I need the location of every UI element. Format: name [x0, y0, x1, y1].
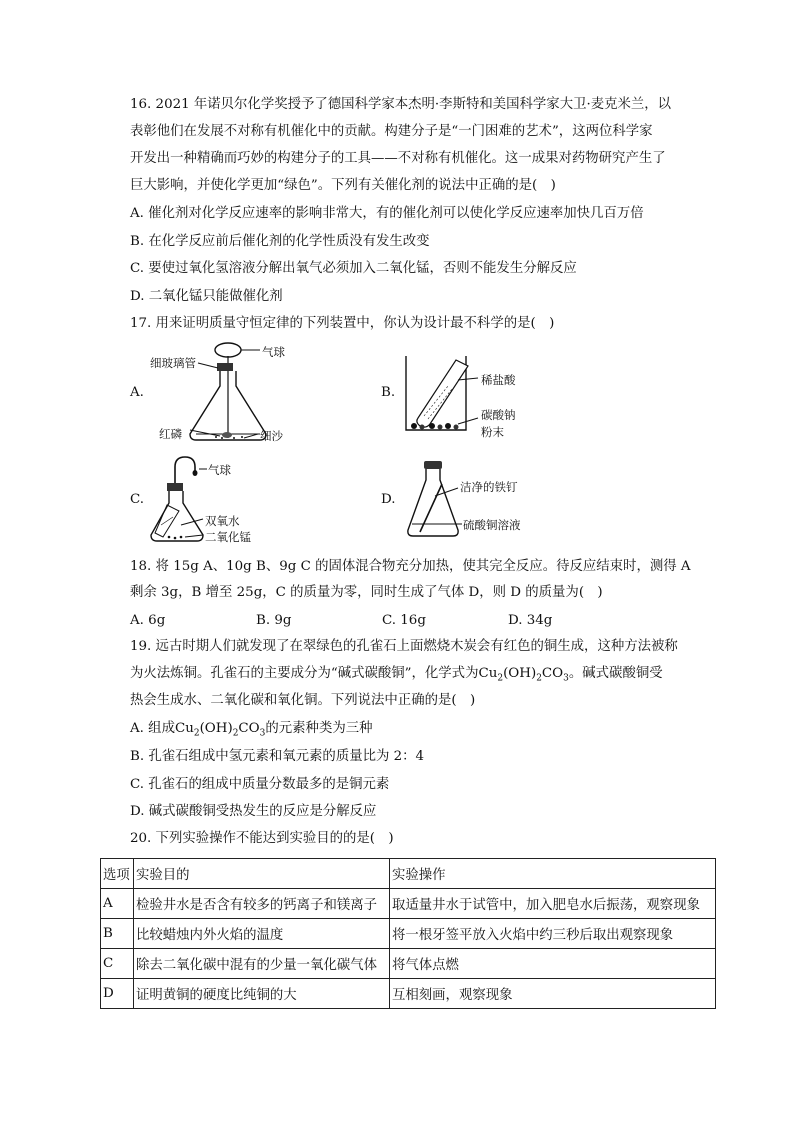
q17-option-b-label: B. — [381, 385, 396, 400]
q17-figure-b-beaker — [400, 352, 480, 434]
q18-option-d: D. 34g — [508, 613, 553, 628]
q19-option-a-formula: $Cu_2(OH)_2CO_3$ — [174, 721, 266, 739]
row-purpose: 除去二氧化碳中混有的少量一氧化碳气体 — [134, 949, 390, 979]
fig-d-label-nail: 洁净的铁钉 — [460, 480, 518, 494]
q16-stem-line-4: 巨大影响，并使化学更加“绿色”。下列有关催化剂的说法中正确的是( ) — [130, 178, 556, 193]
q19-option-b: B. 孔雀石组成中氢元素和氧元素的质量比为 2：4 — [130, 749, 425, 764]
fig-a-label-phosphorus: 红磷 — [159, 427, 182, 441]
q16-stem-line-3: 开发出一种精确而巧妙的构建分子的工具——不对称有机催化。这一成果对药物研究产生了 — [130, 151, 666, 166]
fig-b-label-acid: 稀盐酸 — [481, 373, 516, 387]
q19-stem-line-2 — [130, 664, 663, 689]
q18-option-c: C. 16g — [382, 613, 426, 628]
q17-stem: 17. 用来证明质量守恒定律的下列装置中，你认为设计最不科学的是( ) — [130, 316, 555, 331]
row-purpose: 检验井水是否含有较多的钙离子和镁离子 — [134, 889, 390, 919]
header-option: 选项 — [101, 859, 134, 889]
row-operation: 将气体点燃 — [390, 949, 716, 979]
row-purpose: 比较蜡烛内外火焰的温度 — [134, 919, 390, 949]
q19-option-d: D. 碱式碳酸铜受热发生的反应是分解反应 — [130, 804, 377, 819]
q20-stem: 20. 下列实验操作不能达到实验目的的是( ) — [130, 831, 394, 846]
fig-b-label-powder-1: 碳酸钠 — [481, 408, 516, 422]
q18-option-b: B. 9g — [256, 613, 292, 628]
row-option: C — [101, 949, 134, 979]
q16-option-c: C. 要使过氧化氢溶液分解出氧气必须加入二氧化锰，否则不能发生分解反应 — [130, 261, 577, 276]
table-row — [101, 919, 716, 949]
q17-option-a-label: A. — [130, 385, 144, 400]
fig-b-label-powder-2: 粉末 — [481, 425, 504, 439]
header-operation: 实验操作 — [390, 859, 716, 889]
table-row — [101, 979, 716, 1009]
q19-option-a-text-b: 的元素种类为三种 — [265, 721, 373, 736]
fig-a-label-tube: 细玻璃管 — [150, 356, 196, 370]
q19-stem-line-1: 19. 远古时期人们就发现了在翠绿色的孔雀石上面燃烧木炭会有红色的铜生成，这种方法被称 — [130, 639, 678, 654]
q18-stem-line-1: 18. 将 15g A、10g B、9g C 的固体混合物充分加热，使其完全反应。待反应结束时，测得 A — [130, 559, 691, 574]
q19-option-a-text-a: A. 组成 — [130, 721, 175, 736]
q16-option-d: D. 二氧化锰只能做催化剂 — [130, 289, 283, 304]
header-purpose: 实验目的 — [134, 859, 390, 889]
row-operation: 将一根牙签平放入火焰中约三秒后取出观察现象 — [390, 919, 716, 949]
q18-stem-line-2: 剩余 3g，B 增至 25g，C 的质量为零，同时生成了气体 D，则 D 的质量为( ) — [130, 585, 603, 600]
table-header-row — [101, 859, 716, 889]
fig-c-label-mno2: 二氧化锰 — [205, 530, 251, 544]
q19-option-c: C. 孔雀石的组成中质量分数最多的是铜元素 — [130, 777, 390, 792]
q19-option-a — [130, 719, 373, 744]
q16-stem-line-2: 表彰他们在发展不对称有机催化中的贡献。构建分子是“一门困难的艺术”，这两位科学家 — [130, 124, 653, 139]
row-purpose: 证明黄铜的硬度比纯铜的大 — [134, 979, 390, 1009]
table-row — [101, 949, 716, 979]
q16-option-b: B. 在化学反应前后催化剂的化学性质没有发生改变 — [130, 234, 430, 249]
q19-stem-line-3: 热会生成水、二氧化碳和氧化铜。下列说法中正确的是( ) — [130, 693, 476, 708]
row-option: D — [101, 979, 134, 1009]
fig-d-label-solution: 硫酸铜溶液 — [463, 518, 521, 532]
row-option: A — [101, 889, 134, 919]
q18-option-a: A. 6g — [130, 613, 166, 628]
q19-line2-text-a: 为火法炼铜。孔雀石的主要成分为“碱式碳酸铜”，化学式为 — [130, 666, 479, 681]
q19-line2-text-b: 。碱式碳酸铜受 — [568, 666, 663, 681]
q17-option-c-label: C. — [130, 492, 145, 507]
q16-stem-line-1: 16. 2021 年诺贝尔化学奖授予了德国科学家本杰明·李斯特和美国科学家大卫·麦克米兰，以 — [130, 97, 672, 112]
fig-c-label-balloon: 气球 — [208, 463, 231, 477]
q16-option-a: A. 催化剂对化学反应速率的影响非常大，有的催化剂可以使化学反应速率加快几百万倍 — [130, 206, 644, 221]
q20-table — [100, 858, 716, 1009]
table-row — [101, 889, 716, 919]
q19-formula: $Cu_2(OH)_2CO_3$ — [478, 666, 569, 684]
row-operation: 取适量井水于试管中，加入肥皂水后振荡，观察现象 — [390, 889, 716, 919]
q17-figure-d-flask — [402, 458, 470, 540]
fig-a-label-sand: 细沙 — [260, 429, 283, 443]
fig-c-label-h2o2: 双氧水 — [205, 514, 240, 528]
q17-option-d-label: D. — [381, 492, 396, 507]
row-operation: 互相刻画，观察现象 — [390, 979, 716, 1009]
fig-a-label-balloon: 气球 — [262, 345, 285, 359]
row-option: B — [101, 919, 134, 949]
